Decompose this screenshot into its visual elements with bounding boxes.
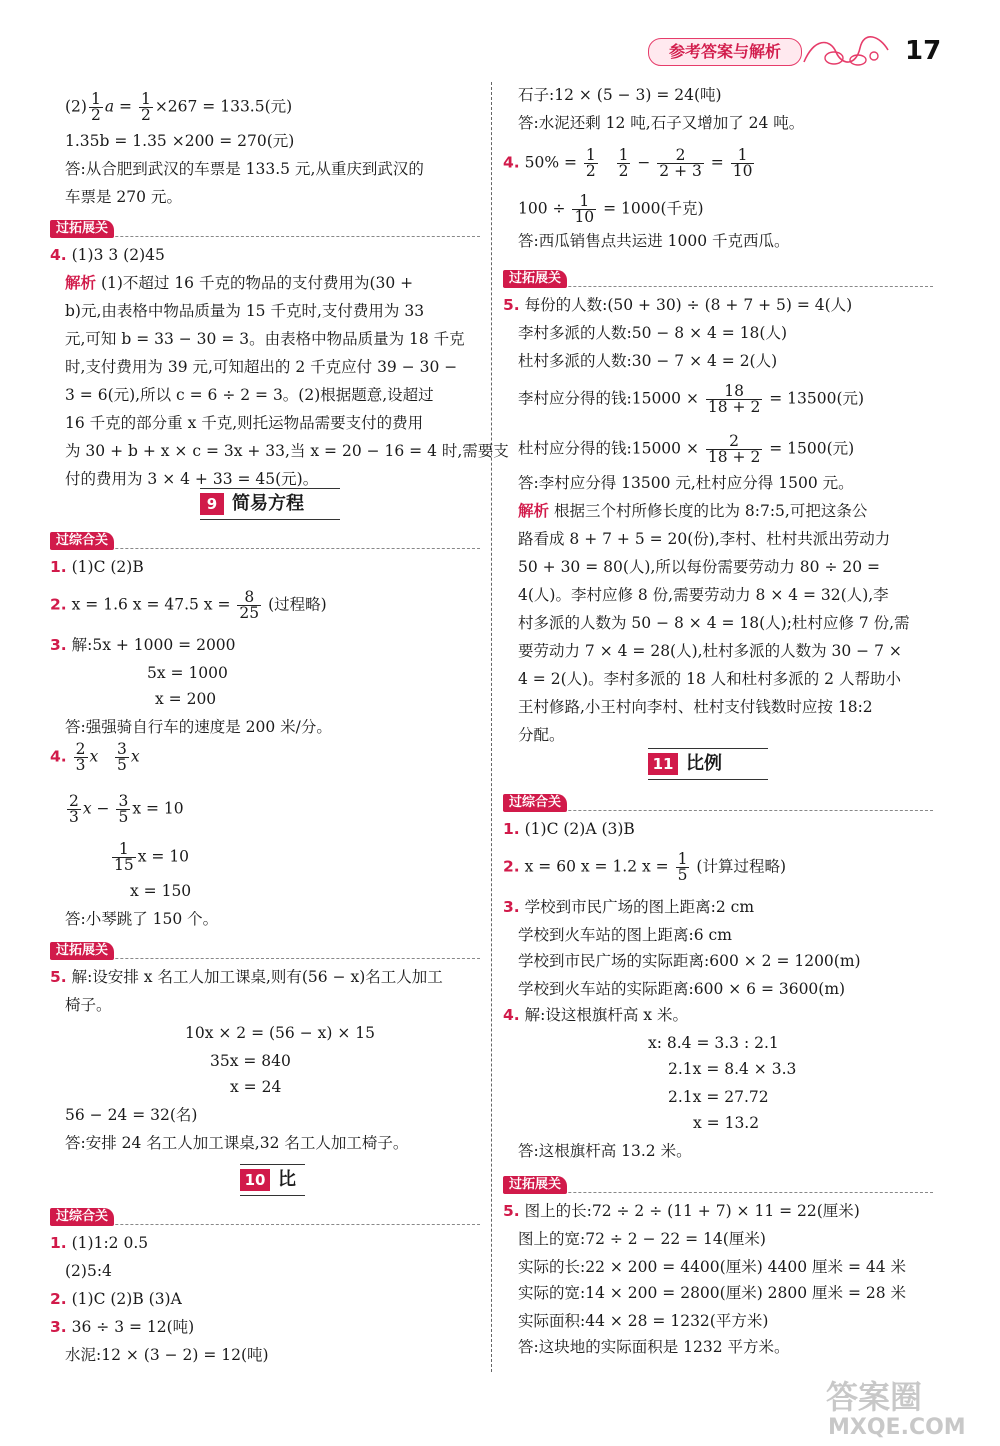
section-title-9: 9 简易方程 — [200, 488, 340, 520]
answer-line: 答:从合肥到武汉的车票是 133.5 元,从重庆到武汉的 — [65, 160, 424, 178]
svg-text:MXQE.COM: MXQE.COM — [828, 1415, 966, 1440]
equation-line: $\frac{1}{15}$ x = 10 — [114, 840, 190, 874]
decorative-swirl-icon — [800, 32, 892, 70]
answer-line: (2) $\frac{1}{2}$ a = $\frac{1}{2}$ ×267 = 133.5(元) — [65, 90, 293, 124]
question-3: 3. 解:5x + 1000 = 2000 — [50, 636, 236, 654]
question-3: 3. 学校到市民广场的图上距离:2 cm — [503, 898, 755, 916]
equation-line: x = 200 — [155, 690, 217, 708]
answer-line: (2)5:4 — [65, 1262, 112, 1280]
question-4: 4. (1)3 3 (2)45 — [50, 246, 165, 264]
page-number: 17 — [905, 36, 942, 66]
question-3: 3. 36 ÷ 3 = 12(吨) — [50, 1318, 195, 1336]
section-title-10: 10 比 — [240, 1164, 305, 1196]
answer-line: 石子:12 × (5 − 3) = 24(吨) — [518, 86, 722, 104]
answer-line: 椅子。 — [65, 996, 112, 1014]
question-1: 1. (1)1:2 0.5 — [50, 1234, 149, 1252]
analysis-line: 16 千克的部分重 x 千克,则托运物品需要支付的费用 — [65, 414, 424, 432]
question-5: 5. 解:设安排 x 名工人加工课桌,则有(56 − x)名工人加工 — [50, 968, 443, 986]
analysis-line: 为 30 + b + x × c = 3x + 33,当 x = 20 − 16 = 4 时,需要支 — [65, 442, 509, 460]
question-5: 5. 每份的人数:(50 + 30) ÷ (8 + 7 + 5) = 4(人) — [503, 296, 853, 314]
analysis-line: 元,可知 b = 33 − 30 = 3。由表格中物品质量为 18 千克 — [65, 330, 465, 348]
answer-line: 杜村多派的人数:30 − 7 × 4 = 2(人) — [518, 352, 778, 370]
analysis-line: 要劳动力 7 × 4 = 28(人),杜村多派的人数为 30 − 7 × — [518, 642, 902, 660]
answer-line: 答:小琴跳了 150 个。 — [65, 910, 219, 928]
answer-line: 答:西瓜销售点共运进 1000 千克西瓜。 — [518, 232, 790, 250]
question-4: 4. 解:设这根旗杆高 x 米。 — [503, 1006, 688, 1024]
question-5: 5. 图上的长:72 ÷ 2 ÷ (11 + 7) × 11 = 22(厘米) — [503, 1202, 860, 1220]
answer-line: 100 ÷ $\frac{1}{10}$ = 1000(千克) — [518, 192, 704, 226]
watermark-logo-icon — [820, 1374, 990, 1440]
analysis-line: 4(人)。李村应修 8 份,需要劳动力 8 × 4 = 32(人),李 — [518, 586, 889, 604]
answer-line: 李村应分得的钱:15000 × $\frac{18}{18 + 2}$ = 13500(元) — [518, 382, 865, 416]
equation-line: x: 8.4 = 3.3 : 2.1 — [648, 1034, 779, 1052]
equation-line: 2.1x = 8.4 × 3.3 — [668, 1060, 797, 1078]
answer-line: 李村多派的人数:50 − 8 × 4 = 18(人) — [518, 324, 788, 342]
answer-line: 学校到火车站的图上距离:6 cm — [518, 926, 732, 944]
section-badge: 过拓展关 — [50, 218, 480, 237]
equation-line: x = 13.2 — [693, 1114, 760, 1132]
section-badge: 过综合关 — [503, 792, 933, 811]
header-banner: 参考答案与解析 — [648, 38, 802, 66]
answer-line: 答:安排 24 名工人加工课桌,32 名工人加工椅子。 — [65, 1134, 409, 1152]
analysis-line: 50 + 30 = 80(人),所以每份需要劳动力 80 ÷ 20 = — [518, 558, 881, 576]
answer-line: 答:这块地的实际面积是 1232 平方米。 — [518, 1338, 790, 1356]
answer-line: 答:李村应分得 13500 元,杜村应分得 1500 元。 — [518, 474, 854, 492]
answer-line: 图上的宽:72 ÷ 2 − 22 = 14(厘米) — [518, 1230, 766, 1248]
analysis-line: 路看成 8 + 7 + 5 = 20(份),李村、杜村共派出劳动力 — [518, 530, 891, 548]
answer-line: 实际的长:22 × 200 = 4400(厘米) 4400 厘米 = 44 米 — [518, 1258, 907, 1276]
question-2: 2. x = 60 x = 1.2 x = $\frac{1}{5}$ (计算过程略) — [503, 850, 787, 884]
analysis-line: 王村修路,小王村向李村、杜村支付钱数时应按 18:2 — [518, 698, 873, 716]
analysis-line: 4 = 2(人)。李村多派的 18 人和杜村多派的 2 人帮助小 — [518, 670, 901, 688]
equation-line: x = 24 — [230, 1078, 282, 1096]
section-badge: 过综合关 — [50, 530, 480, 549]
answer-line: 学校到市民广场的实际距离:600 × 2 = 1200(m) — [518, 952, 861, 970]
answer-line: 学校到火车站的实际距离:600 × 6 = 3600(m) — [518, 980, 846, 998]
section-badge: 过拓展关 — [50, 940, 480, 959]
section-title-11: 11 比例 — [648, 748, 768, 780]
question-1: 1. (1)C (2)B — [50, 558, 144, 576]
equation-line: x = 150 — [130, 882, 192, 900]
answer-line: 答:强强骑自行车的速度是 200 米/分。 — [65, 718, 332, 736]
answer-line: 答:水泥还剩 12 吨,石子又增加了 24 吨。 — [518, 114, 805, 132]
section-badge: 过综合关 — [50, 1206, 480, 1225]
question-1: 1. (1)C (2)A (3)B — [503, 820, 635, 838]
analysis-line: 3 = 6(元),所以 c = 6 ÷ 2 = 3。(2)根据题意,设超过 — [65, 386, 434, 404]
question-4: 4. $\frac{2}{3}$ x $\frac{3}{5}$ x — [50, 740, 140, 774]
svg-text:答案圈: 答案圈 — [826, 1378, 923, 1416]
analysis-line: 付的费用为 3 × 4 + 33 = 45(元)。 — [65, 470, 319, 488]
analysis-line: 解析 根据三个村所修长度的比为 8:7:5,可把这条公 — [518, 502, 868, 520]
column-divider — [491, 82, 492, 1372]
answer-line: 实际的宽:14 × 200 = 2800(厘米) 2800 厘米 = 28 米 — [518, 1284, 907, 1302]
section-badge: 过拓展关 — [503, 1174, 933, 1193]
answer-line: 水泥:12 × (3 − 2) = 12(吨) — [65, 1346, 269, 1364]
question-4: 4. 50% = $\frac{1}{2}$ $\frac{1}{2}$ − $\frac{2}{2 + 3}$ = $\frac{1}{10}$ — [503, 146, 753, 180]
analysis-line: b)元,由表格中物品质量为 15 千克时,支付费用为 33 — [65, 302, 425, 320]
section-badge: 过拓展关 — [503, 268, 933, 287]
answer-line: 杜村应分得的钱:15000 × $\frac{2}{18 + 2}$ = 1500(元) — [518, 432, 855, 466]
answer-line: 答:这根旗杆高 13.2 米。 — [518, 1142, 692, 1160]
analysis-line: 解析 (1)不超过 16 千克的物品的支付费用为(30 + — [65, 274, 414, 292]
question-2: 2. (1)C (2)B (3)A — [50, 1290, 182, 1308]
analysis-line: 分配。 — [518, 726, 565, 744]
analysis-line: 村多派的人数为 50 − 8 × 4 = 18(人);杜村应修 7 份,需 — [518, 614, 910, 632]
answer-line: 车票是 270 元。 — [65, 188, 182, 206]
equation-line: 2.1x = 27.72 — [668, 1088, 769, 1106]
answer-line: 实际面积:44 × 28 = 1232(平方米) — [518, 1312, 769, 1330]
question-2: 2. x = 1.6 x = 47.5 x = $\frac{8}{25}$ (过程略) — [50, 588, 327, 622]
equation-line: 10x × 2 = (56 − x) × 15 — [185, 1024, 375, 1042]
equation-line: 35x = 840 — [210, 1052, 291, 1070]
answer-line: 1.35b = 1.35 ×200 = 270(元) — [65, 132, 295, 150]
analysis-line: 时,支付费用为 39 元,可知超出的 2 千克应付 39 − 30 − — [65, 358, 458, 376]
equation-line: $\frac{2}{3}$ x − $\frac{3}{5}$ x = 10 — [69, 792, 184, 826]
answer-line: 56 − 24 = 32(名) — [65, 1106, 198, 1124]
equation-line: 5x = 1000 — [147, 664, 228, 682]
